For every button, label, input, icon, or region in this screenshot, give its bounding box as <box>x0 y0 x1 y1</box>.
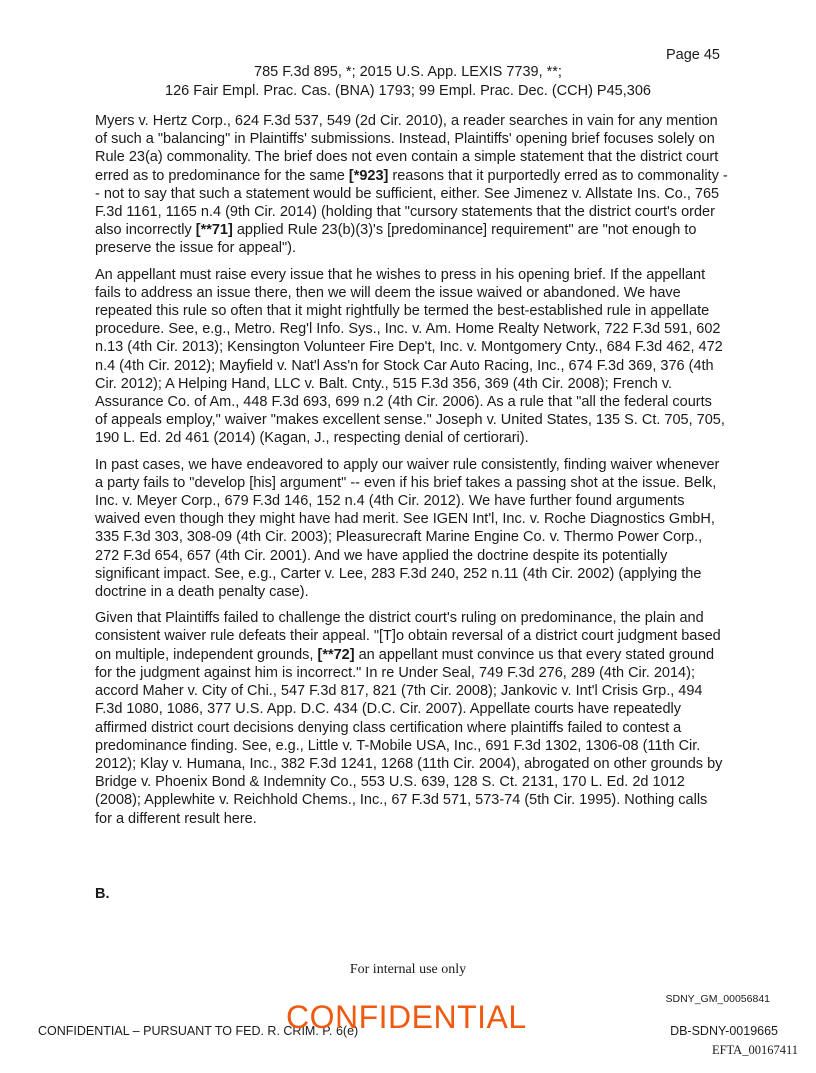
star-page-marker: [**71] <box>195 222 233 239</box>
paragraph-1 <box>95 112 728 258</box>
case-citation <box>0 63 816 101</box>
text-run: An appellant must raise every issue that he wishes to press in his opening brief. If the appellant fails to address an issue there, then we will deem the issue waived or abandoned. We have repeated this rule so often that it might rightfully be termed the best-established rule in appellate procedure. See, e.g., Metro. Reg'l Info. Sys., Inc. v. Am. Home Realty Network, 722 F.3d 591, 602 n.13 (4th Cir. 2013); Kensington Volunteer Fire Dep't, Inc. v. Montgomery Cnty., 684 F.3d 462, 472 n.4 (4th Cir. 2012); Mayfield v. Nat'l Ass'n for Stock Car Auto Racing, Inc., 674 F.3d 369, 376 (4th Cir. 2012); A Helping Hand, LLC v. Balt. Cnty., 515 F.3d 356, 369 (4th Cir. 2008); French v. Assurance Co. of Am., 448 F.3d 693, 699 n.2 (4th Cir. 2006). As a rule that "all the federal courts of appeals employ," waiver "makes excellent sense." Joseph v. United States, 135 S. Ct. 705, 705, 190 L. Ed. 2d 461 (2014) (Kagan, J., respecting denial of certiorari). <box>95 266 725 447</box>
star-page-marker: [*923] <box>348 167 389 184</box>
opinion-body <box>95 112 728 836</box>
page-number: Page 45 <box>665 47 720 63</box>
text-run: an appellant must convince us that every stated ground for the judgment against him is incorrect." In re Under Seal, 749 F.3d 276, 289 (4th Cir. 2014); accord Maher v. City of Chi., 547 F.3d 817, 821 (7th Cir. 2008); Jankovic v. Int'l Crisis Grp., 494 F.3d 1080, 1086, 377 U.S. App. D.C. 434 (D.C. Cir. 2007). Appellate courts have repeatedly affirmed district court decisions denying class certification where plaintiffs failed to contest a predominance finding. See, e.g., Little v. T-Mobile USA, Inc., 691 F.3d 1302, 1306-08 (11th Cir. 2012); Klay v. Humana, Inc., 382 F.3d 1241, 1268 (11th Cir. 2004), abrogated on other grounds by Bridge v. Phoenix Bond & Indemnity Co., 553 U.S. 639, 128 S. Ct. 2131, 170 L. Ed. 2d 1012 (2008); Applewhite v. Reichhold Chems., Inc., 67 F.3d 571, 573-74 (5th Cir. 1995). Nothing calls for a different result here. <box>95 646 723 827</box>
paragraph-3 <box>95 456 728 602</box>
text-run: applied Rule 23(b)(3)'s [predominance] requirement" are "not enough to preserve the issue for appeal"). <box>95 222 697 257</box>
text-run: Given that Plaintiffs failed to challenge the district court's ruling on predominance, the plain and consistent waiver rule defeats their appeal. "[T]o obtain reversal of a district court judgment based on multiple, independent grounds, <box>95 610 721 663</box>
bates-number-bottom: DB-SDNY-0019665 <box>670 1024 778 1038</box>
text-run: In past cases, we have endeavored to apply our waiver rule consistently, finding waiver whenever a party fails to "develop [his] argument" -- even if his brief takes a passing shot at the issue. Belk, Inc. v. Meyer Corp., 679 F.3d 146, 152 n.4 (4th Cir. 2012). We have further found arguments waived even though they might have had merit. See IGEN Int'l, Inc. v. Roche Diagnostics GmbH, 335 F.3d 303, 308-09 (4th Cir. 2003); Pleasurecraft Marine Engine Co. v. Thermo Power Corp., 272 F.3d 654, 657 (4th Cir. 2001). And we have applied the doctrine despite its potentially significant impact. See, e.g., Carter v. Lee, 283 F.3d 240, 252 n.11 (4th Cir. 2002) (applying the doctrine in a death penalty case). <box>95 456 720 601</box>
text-run: Myers v. Hertz Corp., 624 F.3d 537, 549 (2d Cir. 2010), a reader searches in vain for any mention of such a "balancing" in Plaintiffs' submissions. Instead, Plaintiffs' opening brief focuses solely on Rule 23(a) commonality. The brief does not even contain a simple statement that the district court erred as to predominance for the same <box>95 113 719 184</box>
section-heading: B. <box>95 886 110 902</box>
star-page-marker: [**72] <box>317 646 355 663</box>
bates-number-top: SDNY_GM_00056841 <box>665 993 770 1005</box>
efta-number: EFTA_00167411 <box>711 1043 798 1057</box>
confidential-stamp: CONFIDENTIAL <box>286 999 527 1035</box>
citation-line-2: 126 Fair Empl. Prac. Cas. (BNA) 1793; 99 Empl. Prac. Dec. (CCH) P45,306 <box>165 83 651 99</box>
citation-line-1: 785 F.3d 895, *; 2015 U.S. App. LEXIS 7739, **; <box>254 64 562 80</box>
paragraph-2 <box>95 266 728 448</box>
confidential-notice: CONFIDENTIAL – PURSUANT TO FED. R. CRIM. P. 6(e) <box>38 1024 359 1038</box>
paragraph-4 <box>95 609 728 827</box>
internal-use-notice: For internal use only <box>349 962 467 977</box>
text-run: reasons that it purportedly erred as to commonality -- not to say that such a statement would be sufficient, either. See Jimenez v. Allstate Ins. Co., 765 F.3d 1161, 1165 n.4 (9th Cir. 2014) (holding that "cursory statements that the district court's order also incorrectly <box>95 167 728 239</box>
